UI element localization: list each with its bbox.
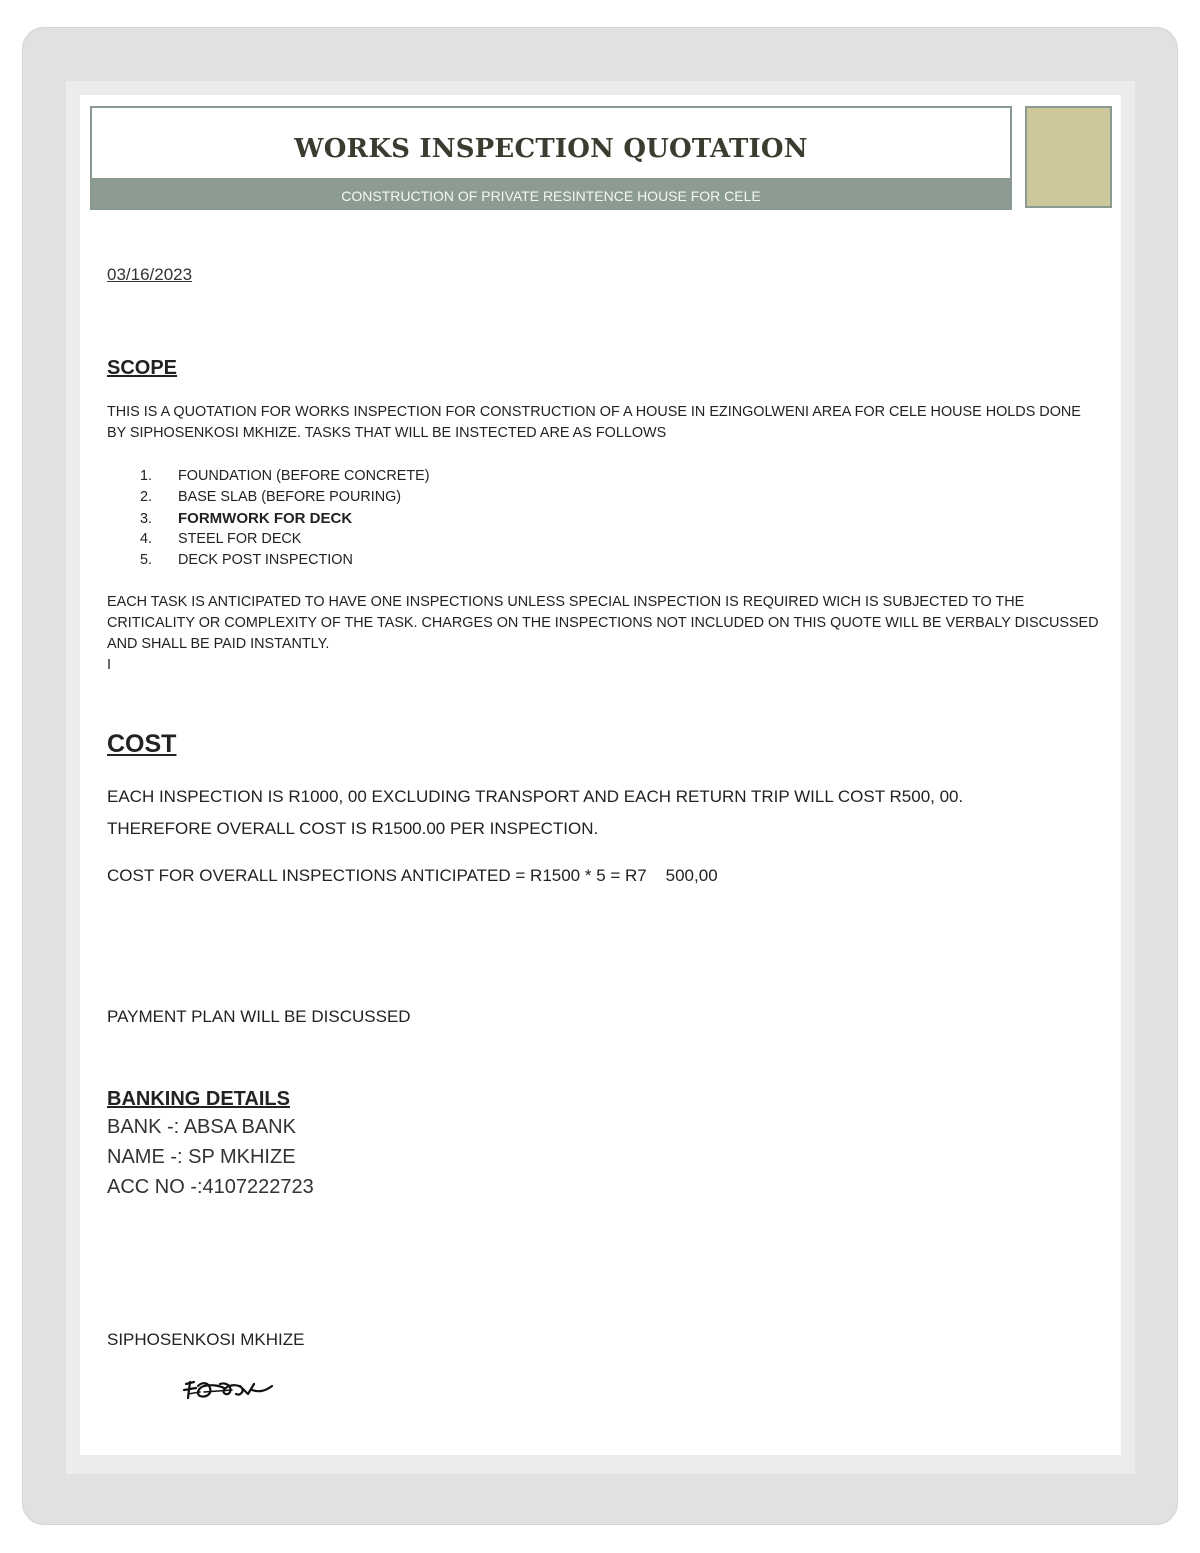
cost-line-2: THEREFORE OVERALL COST IS R1500.00 PER INSPECTION. <box>107 819 599 838</box>
task-label: STEEL FOR DECK <box>178 531 302 547</box>
subtitle-band <box>92 178 1010 208</box>
task-list <box>140 466 430 571</box>
cost-line-3: COST FOR OVERALL INSPECTIONS ANTICIPATED = R1500 * 5 = R7 500,00 <box>107 866 718 885</box>
scope-intro: THIS IS A QUOTATION FOR WORKS INSPECTION FOR CONSTRUCTION OF A HOUSE IN EZINGOLWENI AREA FOR CELE HOUSE HOLDS DONE BY SIPHOSENKOSI MKHIZE. TASKS THAT WILL BE INSTECTED ARE AS FOLLOWS <box>107 404 1081 441</box>
task-number: 3. <box>140 511 153 527</box>
list-item <box>140 508 430 529</box>
signature-image <box>180 1374 276 1404</box>
task-label: DECK POST INSPECTION <box>178 552 353 568</box>
list-item <box>140 550 430 571</box>
task-label: FORMWORK FOR DECK <box>178 510 353 527</box>
document-title: WORKS INSPECTION QUOTATION <box>294 134 808 164</box>
task-number: 1. <box>140 468 153 484</box>
account-holder: NAME -: SP MKHIZE <box>107 1146 296 1168</box>
banking-heading: BANKING DETAILS <box>107 1088 290 1110</box>
list-item <box>140 529 430 550</box>
title-box <box>90 106 1012 210</box>
list-item <box>140 466 430 487</box>
payment-note: PAYMENT PLAN WILL BE DISCUSSED <box>107 1007 411 1026</box>
task-number: 2. <box>140 489 153 505</box>
scope-note-text: EACH TASK IS ANTICIPATED TO HAVE ONE INSPECTIONS UNLESS SPECIAL INSPECTION IS REQUIRED WICH IS SUBJECTED TO THE CRITICALITY OR COMPLEXITY OF THE TASK. CHARGES ON THE INSPECTIONS NOT INCLUDED ON THIS QUOTE WILL BE VERBALY DISCUSSED AND SHALL BE PAID INSTANTLY. <box>107 594 1099 652</box>
task-number: 5. <box>140 552 153 568</box>
scope-note <box>107 592 1107 676</box>
document-page <box>80 95 1121 1455</box>
cost-line-1: EACH INSPECTION IS R1000, 00 EXCLUDING TRANSPORT AND EACH RETURN TRIP WILL COST R500, 00. <box>107 787 964 806</box>
document-date: 03/16/2023 <box>107 265 193 284</box>
task-label: BASE SLAB (BEFORE POURING) <box>178 489 402 505</box>
stray-mark: I <box>107 657 111 673</box>
task-label: FOUNDATION (BEFORE CONCRETE) <box>178 468 430 484</box>
cost-heading: COST <box>107 730 177 758</box>
list-item <box>140 487 430 508</box>
task-number: 4. <box>140 531 153 547</box>
accent-box <box>1025 106 1112 208</box>
account-number: ACC NO -:4107222723 <box>107 1176 314 1198</box>
scope-heading: SCOPE <box>107 357 178 379</box>
document-subtitle: CONSTRUCTION OF PRIVATE RESINTENCE HOUSE FOR CELE <box>341 188 761 204</box>
bank-name: BANK -: ABSA BANK <box>107 1116 296 1138</box>
signer-name: SIPHOSENKOSI MKHIZE <box>107 1330 305 1349</box>
